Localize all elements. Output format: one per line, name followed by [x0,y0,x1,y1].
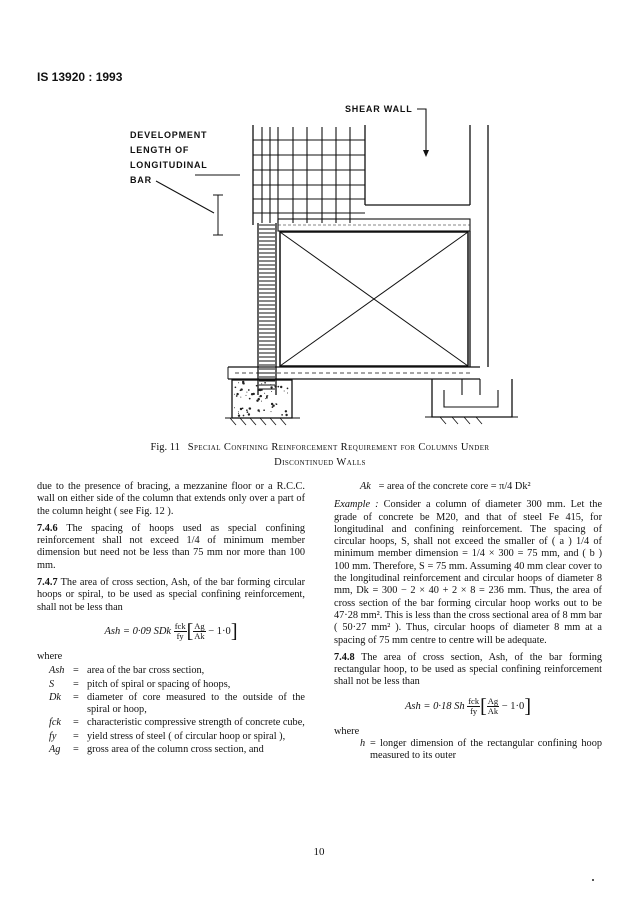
clause-7-4-8 [334,652,602,689]
def-symbol: Dk [49,691,62,703]
clause-number: 7.4.6 [37,522,58,534]
def-symbol: Ash [49,665,65,677]
figure-11-drawing [0,95,638,440]
label-dev-3: LONGITUDINAL [130,160,208,170]
label-dev-2: LENGTH OF [130,145,190,155]
eq-lhs: Ash = 0·09 SDk [104,625,172,637]
eq-lhs: Ash = 0·18 Sh [405,700,465,712]
def-text: gross area of the column cross section, and [87,744,264,756]
def-symbol: fy [49,730,57,742]
caption-line-1: Special Confining Reinforcement Requirement for Columns Under [187,442,490,453]
clause-number: 7.4.7 [37,577,58,589]
page-number: 10 [313,846,325,858]
ak-definition [334,481,602,493]
clause-text: The area of cross section, Ash, of the bar forming rectangular hoop, to be used as special confining reinforcement shall not be less than [334,651,603,688]
clause-number: 7.4.8 [334,651,355,663]
right-column [334,481,602,763]
eq-inner-den: Ak [487,705,499,716]
def-text: area of the bar cross section, [87,665,205,677]
clause-7-4-7 [37,577,305,614]
def-text: diameter of core measured to the outside of the spiral or hoop, [87,691,305,716]
clause-text: The area of cross section, Ash, of the bar forming circular hoops or spiral, to be used as special confining reinforcement, shall not be less than [37,577,306,613]
h-symbol: h [360,738,366,750]
stray-mark [592,879,594,881]
h-text: = longer dimension of the rectangular confining hoop measured to its outer [370,738,602,762]
label-shear-wall: SHEAR WALL [345,104,413,114]
example-label: Example : [334,499,379,511]
eq-den: fy [176,630,184,641]
where-label: where [37,650,63,662]
caption-line-2: Discontinued Walls [274,457,366,468]
eq-den: fy [470,705,478,716]
equation-rectangular-hoop: Ash = 0·18 Sh $\frac{\text{fck}}{fy}$ [ $\frac{Ag}{Ak}$ − 1·0] [405,695,531,718]
clause-text: The spacing of hoops used as special confining reinforcement shall not exceed 1/4 of minimum member dimension but need not be less than 75 mm nor more than 100 mm. [37,522,305,571]
label-dev-1: DEVELOPMENT [130,130,208,140]
paragraph-continued: due to the presence of bracing, a mezzanine floor or a R.C.C. wall on either side of the column that extends only over a part of the column height ( see Fig. 12 ). [37,481,305,517]
def-eq: = [73,730,79,742]
def-eq: = [73,744,79,756]
def-text: characteristic compressive strength of concrete cube, [87,717,305,729]
equation-circular-hoop: Ash = 0·09 SDk $\frac{\text{fck}}{fy}$ [ $\frac{Ag}{Ak}$ − 1·0] [104,620,238,643]
def-symbol: S [49,678,55,690]
where-label: where [334,725,360,737]
figure-caption [60,440,580,470]
def-text: pitch of spiral or spacing of hoops, [87,678,231,690]
eq-inner-num: Ag [487,695,499,706]
def-symbol: Ag [49,744,61,756]
ak-text: = area of the concrete core = π/4 Dk² [378,481,531,492]
h-definition [334,738,602,763]
caption-fig-number: Fig. 11 [150,442,180,453]
left-column [37,481,305,756]
def-eq: = [73,665,79,677]
eq-num: fck [468,695,480,706]
ak-symbol: Ak [360,481,371,492]
eq-inner-num: Ag [194,620,205,631]
definitions-list [37,665,305,756]
def-eq: = [73,678,79,690]
eq-num: fck [174,620,186,631]
def-eq: = [73,717,79,729]
def-text: yield stress of steel ( of circular hoop or spiral ), [87,730,286,742]
def-symbol: fck [49,717,62,729]
eq-inner-den: Ak [194,630,205,641]
eq-tail: − 1·0 [208,625,231,637]
def-eq: = [73,691,79,703]
clause-7-4-6 [37,523,305,572]
label-dev-4: BAR [130,175,152,185]
standard-header: IS 13920 : 1993 [37,70,123,84]
example-paragraph [334,499,602,647]
eq-tail: − 1·0 [501,700,525,712]
example-text: Consider a column of diameter 300 mm. Let the grade of concrete be M20, and that of steel Fe 415, for longitudinal and confining reinforcement. The spacing of circular hoops, S, shall not exceed the smaller of ( a ) 1/4 of minimum member dimension = 1/4 × 300 = 75 mm, and ( b ) 100 mm. Therefore, S = 75 mm. Assuming 40 mm clear cover to the longitudinal reinforcement and circular hoops of diameter 8 mm, Dk = 300 − 2 × 40 + 2 × 8 = 236 mm. Thus, the area of cross section of the bar forming circular hoop works out to be 47·28 mm². This is less than the cross sectional area of 8 mm bar ( 50·27 mm² ). Thus, circular hoops of diameter 8 mm at a spacing of 75 mm centre to centre will be adequate. [334,499,603,646]
